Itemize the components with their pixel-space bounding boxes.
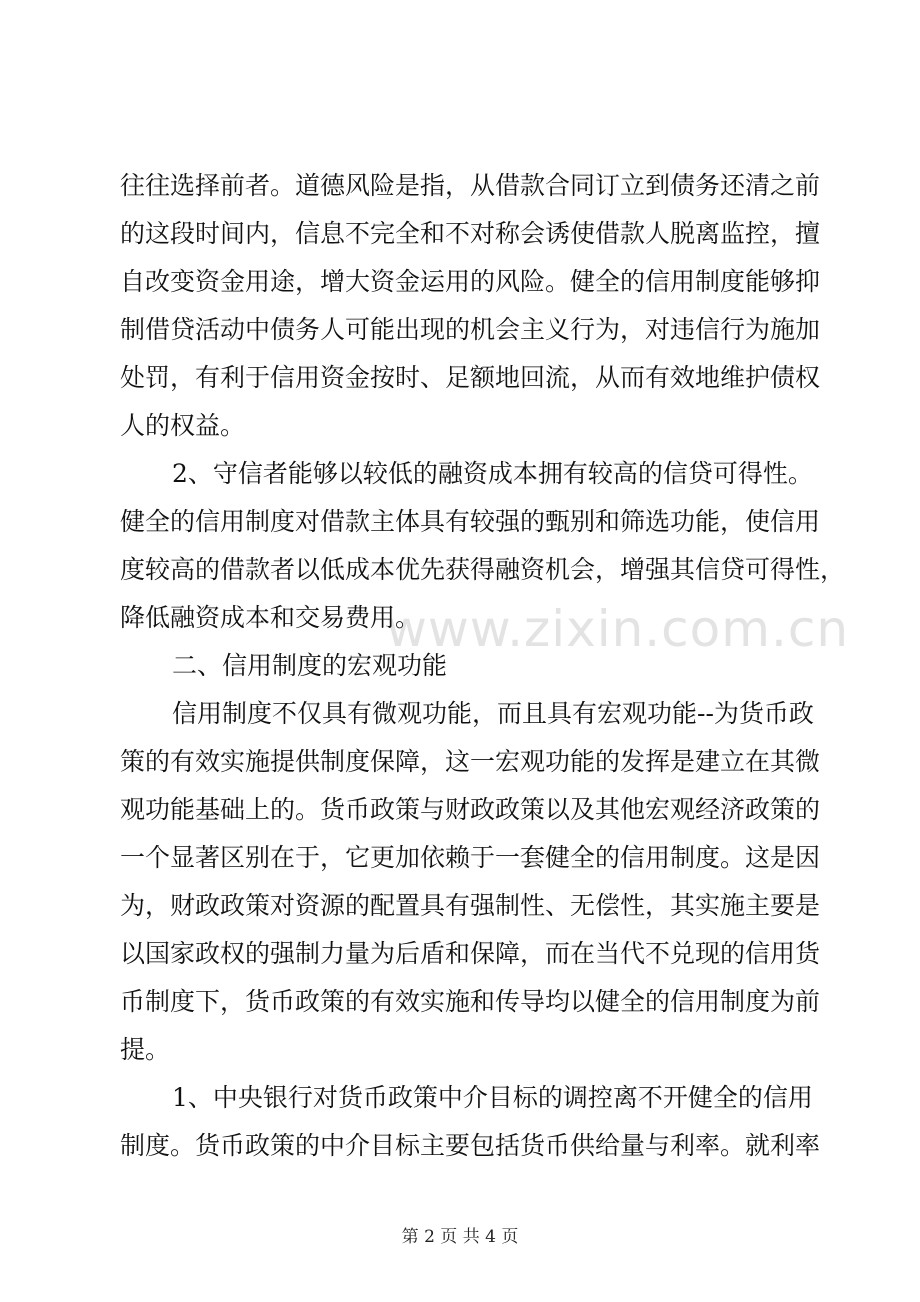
text-line: 度较高的借款者以低成本优先获得融资机会，增强其信贷可得性，	[120, 555, 846, 584]
text-line: 往往选择前者。道德风险是指，从借款合同订立到债务还清之前	[120, 171, 821, 200]
page-footer: 第 2 页 共 4 页	[401, 1227, 519, 1247]
list-item-heading: 1、中央银行对货币政策中介目标的调控离不开健全的信用	[172, 1083, 813, 1112]
text-line: 一个显著区别在于，它更加依赖于一套健全的信用制度。这是因	[120, 843, 821, 872]
text-line: 自改变资金用途，增大资金运用的风险。健全的信用制度能够抑	[120, 267, 821, 296]
text-line: 降低融资成本和交易费用。	[120, 603, 421, 632]
text-line: 为，财政政策对资源的配置具有强制性、无偿性，其实施主要是	[120, 891, 821, 920]
text-line: 制度。货币政策的中介目标主要包括货币供给量与利率。就利率	[120, 1131, 821, 1160]
text-line: 的这段时间内，信息不完全和不对称会诱使借款人脱离监控，擅	[120, 219, 821, 248]
watermark: www.zixin.com.cn	[386, 600, 850, 658]
text-line: 处罚，有利于信用资金按时、足额地回流，从而有效地维护债权	[120, 363, 821, 392]
text-line: 健全的信用制度对借款主体具有较强的甄别和筛选功能，使信用	[120, 507, 821, 536]
text-line: 制借贷活动中债务人可能出现的机会主义行为，对违信行为施加	[120, 315, 821, 344]
list-item-heading: 2、守信者能够以较低的融资成本拥有较高的信贷可得性。	[172, 459, 813, 488]
text-line: 以国家政权的强制力量为后盾和保障，而在当代不兑现的信用货	[120, 939, 821, 968]
text-line: 提。	[120, 1035, 171, 1064]
text-line: 币制度下，货币政策的有效实施和传导均以健全的信用制度为前	[120, 987, 821, 1016]
text-line: 信用制度不仅具有微观功能，而且具有宏观功能--为货币政	[172, 699, 814, 728]
text-line: 策的有效实施提供制度保障，这一宏观功能的发挥是建立在其微	[120, 747, 821, 776]
text-line: 人的权益。	[120, 411, 246, 440]
section-heading: 二、信用制度的宏观功能	[172, 651, 448, 680]
text-line: 观功能基础上的。货币政策与财政政策以及其他宏观经济政策的	[120, 795, 821, 824]
